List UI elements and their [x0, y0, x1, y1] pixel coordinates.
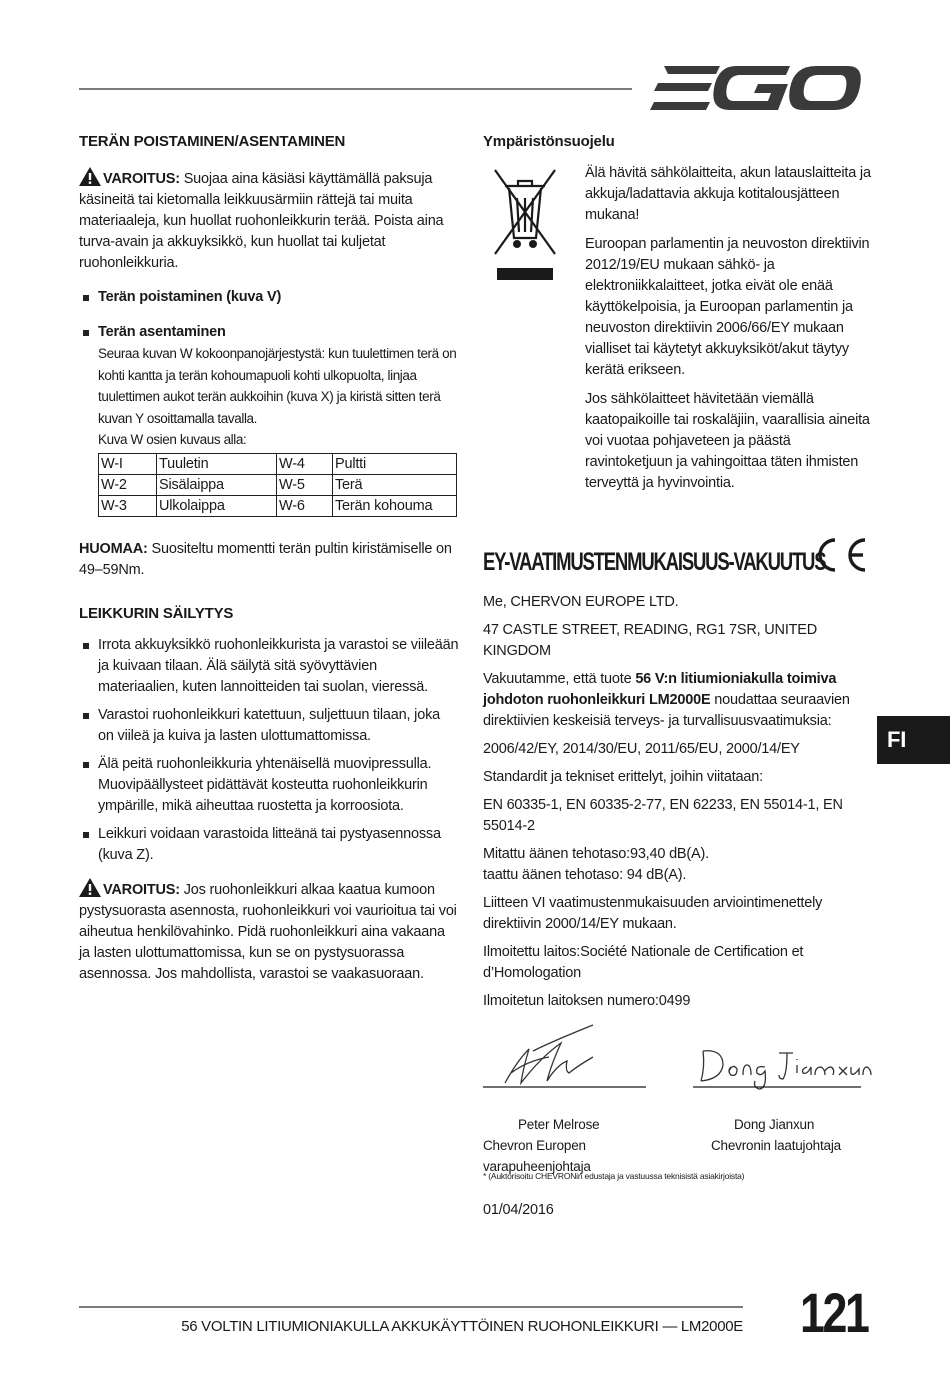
table-cell: Ulkolaippa	[157, 495, 277, 516]
declaration-pre: Vakuutamme, että tuote	[483, 671, 636, 687]
note-paragraph	[79, 539, 459, 581]
note-label: HUOMAA:	[79, 540, 148, 557]
warning-triangle-icon	[79, 167, 101, 186]
table-cell: W-I	[99, 453, 157, 474]
list-item: Älä peitä ruohonleikkuria yhtenäisellä muovipressulla. Muovipäällysteet pidättävät kosteutta ruohonleikkurin ympärille, mikä aiheuttaa ruostetta ja korroosiota.	[79, 754, 459, 817]
storage-list	[79, 635, 459, 866]
install-instructions: Seuraa kuvan W kokoonpanojärjestystä: kun tuulettimen terä on kohti kantta ja terän kohoumapuoli kohti ulkopuolta, linjaa tuulettimen aukot terän aukkoihin (kuva X) ja kiristä sitten terä kuvan Y osoittamalla tavalla.	[98, 346, 457, 426]
warning-text: Suojaa aina käsiäsi käyttämällä paksuja käsineitä tai kietomalla leikkuusärmiin rättejä tai muita materiaaleja, kun huollat ruohonleikkurin terää. Poista aina turva-avain ja akkuyksikkö, kun huollat tai kuljetat ruohonleikkuria.	[79, 171, 444, 271]
footer-text: 56 VOLTIN LITIUMIONIAKULLA AKKUKÄYTTÖINEN RUOHONLEIKKURI — LM2000E	[181, 1318, 743, 1335]
table-cell: W-4	[277, 453, 333, 474]
ce-heading-wrap	[483, 547, 826, 577]
parts-table	[98, 453, 457, 517]
section-title-environment: Ympäristönsuojelu	[483, 133, 615, 150]
product-name: 56 V:n litiumioniakulla toimiva johdoton ruohonleikkuri LM2000E	[483, 671, 837, 708]
ego-logo	[650, 64, 862, 112]
table-row	[99, 474, 457, 495]
table-caption: Kuva W osien kuvaus alla:	[98, 432, 247, 447]
table-row	[99, 495, 457, 516]
authorized-note: * (Auktorisoitu CHEVRONin edustaja ja vastuussa teknisistä asiakirjoista)	[483, 1171, 745, 1181]
page-number: 121	[800, 1281, 868, 1344]
env-paragraph-3: Jos sähkölaitteet hävitetään viemällä kaatopaikoille tai roskaläjiin, vaarallisia aineita voi vuotaa pohjaveteen ja päästä ravintoketjuun ja vahingoittaa täten ihmisten terveyttä ja hyvinvointia.	[585, 391, 870, 491]
warning-label: VAROITUS:	[103, 171, 180, 187]
list-item: Leikkuri voidaan varastoida litteänä tai pystyasennossa (kuva Z).	[79, 824, 459, 866]
language-tab: FI	[877, 716, 950, 764]
table-cell: W-3	[99, 495, 157, 516]
header-rule	[79, 88, 632, 90]
standards-label: Standardit ja tekniset erittelyt, joihin viitataan:	[483, 769, 763, 785]
table-cell: Terän kohouma	[333, 495, 457, 516]
table-row	[99, 453, 457, 474]
address-line: 47 CASTLE STREET, READING, RG1 7SR, UNITED KINGDOM	[483, 622, 818, 659]
signer-1	[483, 1114, 683, 1177]
signature-melrose	[483, 1021, 653, 1091]
table-cell: W-5	[277, 474, 333, 495]
signer-name: Peter Melrose	[518, 1117, 600, 1132]
warning-label: VAROITUS:	[103, 881, 180, 898]
notified-number: Ilmoitetun laitoksen numero:0499	[483, 993, 691, 1009]
bullet-blade-remove: Terän poistaminen (kuva V)	[79, 287, 459, 308]
signer-name: Dong Jianxun	[734, 1117, 815, 1132]
declaration-post: noudattaa seuraavien direktiivien keskeisiä terveys- ja turvallisuusvaatimuksia:	[483, 692, 850, 729]
crossed-out-bin-icon	[491, 166, 559, 288]
date: 01/04/2016	[483, 1202, 554, 1218]
list-item: Irrota akkuyksikkö ruohonleikkurista ja varastoi se viileään ja kuivaan tilaan. Älä säilytä sitä syövyttävien materiaalien, kuten lannoitteiden tai suolan, vieressä.	[79, 635, 459, 698]
company-line: Me, CHERVON EUROPE LTD.	[483, 594, 679, 610]
section-title-storage: LEIKKURIN SÄILYTYS	[79, 604, 234, 622]
table-cell: Pultti	[333, 453, 457, 474]
note-text: Suositeltu momentti terän pultin kiristämiselle on 49–59Nm.	[79, 540, 452, 578]
table-cell: Tuuletin	[157, 453, 277, 474]
directives-line: 2006/42/EY, 2014/30/EU, 2011/65/EU, 2000/14/EY	[483, 741, 800, 757]
warning-text: Jos ruohonleikkuri alkaa kaatua kumoon pystysuorasta asennosta, ruohonleikkuri voi vaurioitua tai voi aiheutua henkilövahinko. Pidä ruohonleikkuri aina vakaana ja lasten ulottumattomissa, kun se on pystysuorassa asennossa. Jos mahdollista, varastoi se vaakasuoraan.	[79, 881, 457, 982]
env-paragraph-2: Euroopan parlamentin ja neuvoston direktiivin 2012/19/EU mukaan sähkö- ja elektroniikkalaitteet, jotka eivät ole enää käyttökelpoisia, ja Euroopan parlamentin ja neuvoston direktiivin 2006/66/EY mukaan vialliset tai käytetyt akkuyksiköt/akut täytyy kerätä erikseen.	[585, 236, 870, 378]
declaration-title: EY-VAATIMUSTENMUKAISUUS-VAKUUTUS	[483, 548, 826, 576]
right-column	[483, 131, 873, 1218]
section-title-blade: TERÄN POISTAMINEN/ASENTAMINEN	[79, 133, 346, 150]
left-column	[79, 131, 459, 985]
footer-rule	[79, 1306, 743, 1308]
environment-text	[585, 163, 873, 494]
table-cell: Sisälaippa	[157, 474, 277, 495]
warning-paragraph-2	[79, 878, 459, 985]
table-cell: W-2	[99, 474, 157, 495]
table-cell: W-6	[277, 495, 333, 516]
bullet-blade-install: Terän asentaminen	[79, 322, 459, 343]
warning-paragraph	[79, 167, 459, 274]
table-cell: Terä	[333, 474, 457, 495]
signer-2	[711, 1114, 881, 1156]
signature-dong	[693, 1029, 873, 1091]
notified-body: Ilmoitettu laitos:Société Nationale de Certification et d’Homologation	[483, 944, 804, 981]
env-paragraph-1: Älä hävitä sähkölaitteita, akun latauslaitteita ja akkuja/ladattavia akkuja kotitalousjätteen mukana!	[585, 165, 871, 223]
list-item: Varastoi ruohonleikkuri katettuun, suljettuun tilaan, joka on viileä ja kuiva ja lasten ulottumattomissa.	[79, 705, 459, 747]
measured-noise: Mitattu äänen tehotaso:93,40 dB(A).	[483, 846, 709, 862]
warning-triangle-icon	[79, 878, 101, 897]
guaranteed-noise: taattu äänen tehotaso: 94 dB(A).	[483, 867, 687, 883]
signer-title: Chevronin laatujohtaja	[711, 1138, 841, 1153]
declaration-text	[483, 669, 873, 732]
ce-mark-icon	[813, 536, 869, 574]
signer-title: Chevron Europen varapuheenjohtaja	[483, 1138, 591, 1174]
annex-line: Liitteen VI vaatimustenmukaisuuden arviointimenettely direktiivin 2000/14/EY mukaan.	[483, 895, 823, 932]
standards-line: EN 60335-1, EN 60335-2-77, EN 62233, EN 55014-1, EN 55014-2	[483, 797, 843, 834]
declaration-body	[483, 592, 873, 1012]
